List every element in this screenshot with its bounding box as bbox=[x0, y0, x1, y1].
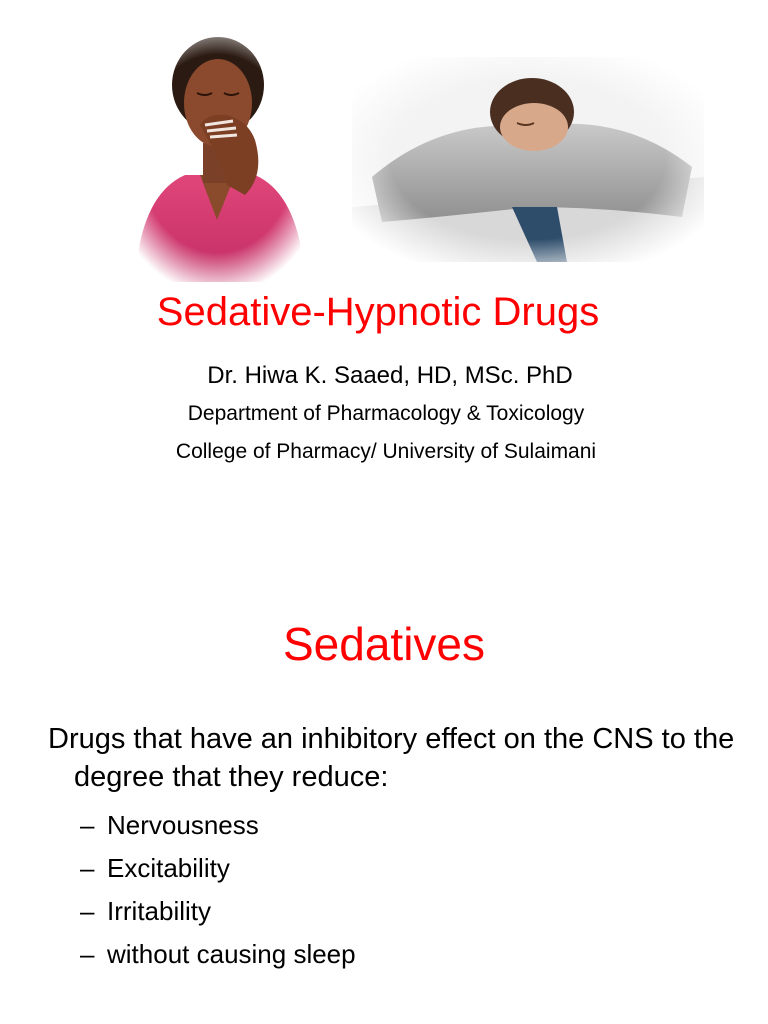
bullet-dash: – bbox=[80, 939, 95, 969]
department-line: Department of Pharmacology & Toxicology bbox=[187, 402, 585, 425]
sleeping-man-photo bbox=[352, 57, 704, 262]
list-item bbox=[80, 896, 356, 939]
list-item-text: Excitability bbox=[107, 853, 230, 883]
list-item bbox=[80, 853, 356, 896]
bullet-dash: – bbox=[80, 810, 95, 840]
bullet-dash: – bbox=[80, 853, 95, 883]
slide-title-heading: Sedative-Hypnotic Drugs bbox=[156, 290, 600, 334]
yawning-woman-illustration bbox=[115, 25, 320, 282]
author-line: Dr. Hiwa K. Saaed, HD, MSc. PhD bbox=[207, 362, 573, 389]
sedatives-definition: Drugs that have an inhibitory effect on the CNS to the degree that they reduce: bbox=[48, 723, 735, 793]
slide-sedatives bbox=[0, 512, 768, 1024]
list-item-text: without causing sleep bbox=[107, 939, 356, 969]
list-item-text: Nervousness bbox=[107, 810, 259, 840]
sedatives-heading: Sedatives bbox=[282, 618, 485, 670]
yawning-woman-photo bbox=[115, 25, 320, 282]
list-item-text: Irritability bbox=[107, 896, 212, 926]
sleeping-man-illustration bbox=[352, 57, 704, 262]
sedatives-effects-list bbox=[80, 810, 356, 982]
list-item bbox=[80, 810, 356, 853]
list-item bbox=[80, 939, 356, 982]
bullet-dash: – bbox=[80, 896, 95, 926]
college-line: College of Pharmacy/ University of Sulaimani bbox=[175, 440, 597, 463]
